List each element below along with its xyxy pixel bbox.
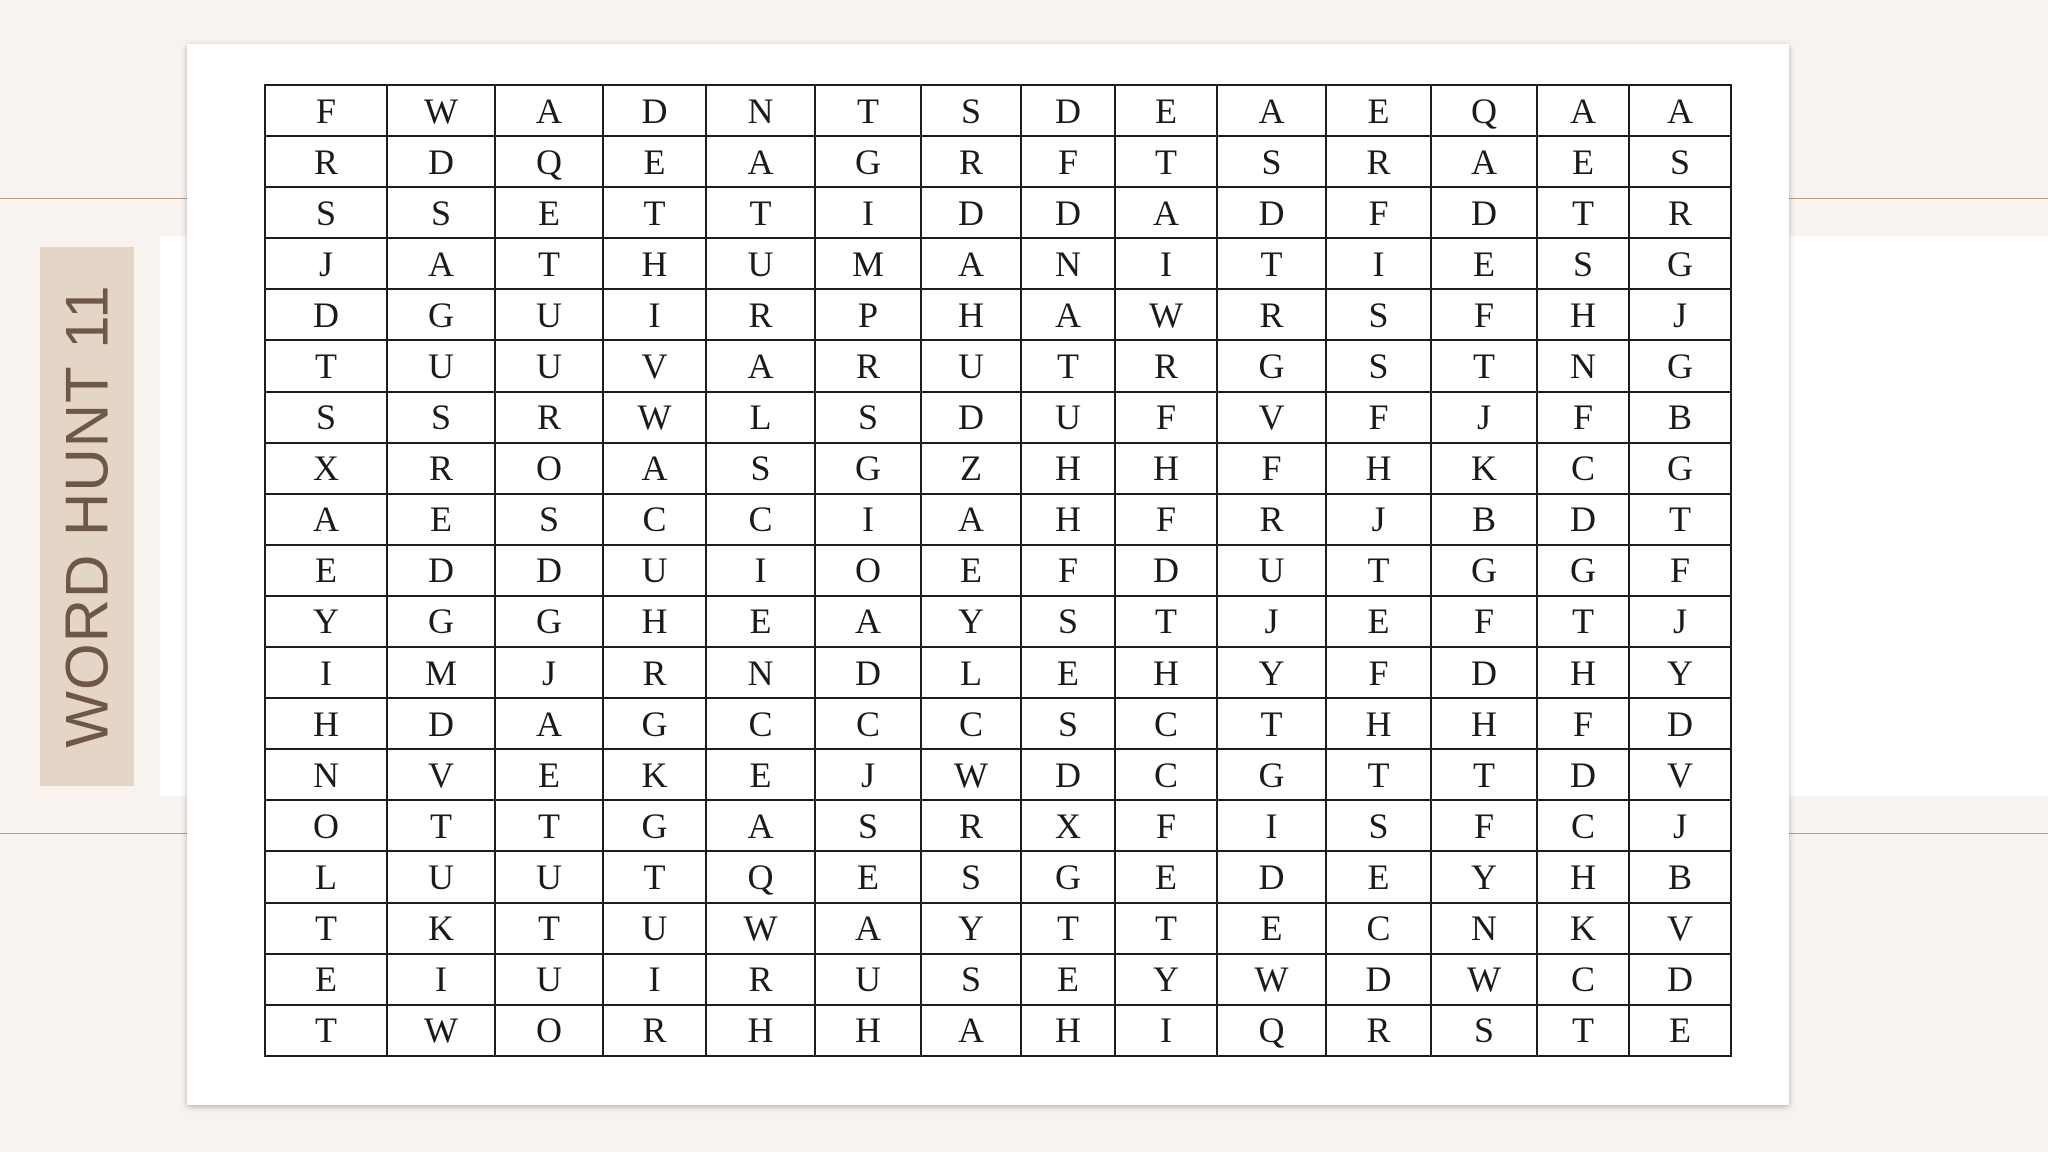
grid-cell[interactable]: I bbox=[815, 494, 921, 545]
grid-row bbox=[265, 545, 1731, 596]
grid-cell[interactable]: T bbox=[603, 187, 706, 238]
grid-cell[interactable]: H bbox=[265, 698, 387, 749]
grid-cell[interactable]: K bbox=[1431, 443, 1537, 494]
grid-cell[interactable]: T bbox=[1326, 545, 1431, 596]
grid-cell[interactable]: Z bbox=[921, 443, 1021, 494]
grid-cell[interactable]: R bbox=[1217, 494, 1326, 545]
grid-cell[interactable]: I bbox=[1115, 1005, 1217, 1056]
grid-cell[interactable]: E bbox=[1217, 903, 1326, 954]
grid-cell[interactable]: S bbox=[921, 851, 1021, 902]
grid-cell[interactable]: A bbox=[921, 238, 1021, 289]
grid-cell[interactable]: U bbox=[603, 545, 706, 596]
grid-cell[interactable]: G bbox=[387, 289, 495, 340]
grid-cell[interactable]: T bbox=[603, 851, 706, 902]
grid-cell[interactable]: H bbox=[1537, 289, 1629, 340]
grid-cell[interactable]: E bbox=[265, 954, 387, 1005]
grid-cell[interactable]: D bbox=[1021, 749, 1115, 800]
grid-cell[interactable]: X bbox=[1021, 800, 1115, 851]
grid-cell[interactable]: T bbox=[1326, 749, 1431, 800]
grid-cell[interactable]: F bbox=[1537, 392, 1629, 443]
grid-cell[interactable]: S bbox=[815, 392, 921, 443]
grid-cell[interactable]: A bbox=[1431, 136, 1537, 187]
grid-cell[interactable]: F bbox=[1537, 698, 1629, 749]
grid-cell[interactable]: J bbox=[1629, 800, 1731, 851]
grid-cell[interactable]: F bbox=[1115, 800, 1217, 851]
grid-row bbox=[265, 85, 1731, 136]
grid-cell[interactable]: A bbox=[1537, 85, 1629, 136]
grid-cell[interactable]: Q bbox=[1431, 85, 1537, 136]
grid-cell[interactable]: U bbox=[387, 851, 495, 902]
grid-cell[interactable]: J bbox=[1431, 392, 1537, 443]
grid-cell[interactable]: A bbox=[1629, 85, 1731, 136]
grid-cell[interactable]: J bbox=[265, 238, 387, 289]
grid-row bbox=[265, 647, 1731, 698]
grid-cell[interactable]: B bbox=[1629, 392, 1731, 443]
grid-cell[interactable]: B bbox=[1629, 851, 1731, 902]
grid-cell[interactable]: I bbox=[265, 647, 387, 698]
grid-cell[interactable]: D bbox=[1021, 187, 1115, 238]
grid-cell[interactable]: H bbox=[1115, 647, 1217, 698]
grid-cell[interactable]: T bbox=[1537, 187, 1629, 238]
grid-cell[interactable]: T bbox=[495, 238, 603, 289]
grid-cell[interactable]: B bbox=[1431, 494, 1537, 545]
grid-cell[interactable]: S bbox=[815, 800, 921, 851]
grid-cell[interactable]: Q bbox=[495, 136, 603, 187]
grid-cell[interactable]: D bbox=[815, 647, 921, 698]
grid-cell[interactable]: F bbox=[1629, 545, 1731, 596]
grid-cell[interactable]: O bbox=[815, 545, 921, 596]
grid-cell[interactable]: E bbox=[1431, 238, 1537, 289]
grid-cell[interactable]: T bbox=[1431, 749, 1537, 800]
grid-cell[interactable]: H bbox=[1537, 647, 1629, 698]
grid-cell[interactable]: H bbox=[1115, 443, 1217, 494]
grid-cell[interactable]: E bbox=[1326, 851, 1431, 902]
grid-cell[interactable]: A bbox=[387, 238, 495, 289]
grid-cell[interactable]: Q bbox=[706, 851, 815, 902]
grid-cell[interactable]: I bbox=[706, 545, 815, 596]
grid-row bbox=[265, 136, 1731, 187]
grid-cell[interactable]: U bbox=[1217, 545, 1326, 596]
grid-cell[interactable]: U bbox=[495, 851, 603, 902]
grid-row bbox=[265, 851, 1731, 902]
grid-row bbox=[265, 187, 1731, 238]
grid-cell[interactable]: F bbox=[1115, 392, 1217, 443]
grid-cell[interactable]: I bbox=[603, 289, 706, 340]
grid-cell[interactable]: C bbox=[706, 698, 815, 749]
grid-cell[interactable]: S bbox=[1431, 1005, 1537, 1056]
grid-cell[interactable]: T bbox=[1217, 698, 1326, 749]
grid-row bbox=[265, 954, 1731, 1005]
grid-cell[interactable]: T bbox=[1115, 596, 1217, 647]
grid-cell[interactable]: W bbox=[1431, 954, 1537, 1005]
grid-cell[interactable]: I bbox=[603, 954, 706, 1005]
grid-cell[interactable]: V bbox=[387, 749, 495, 800]
grid-cell[interactable]: Y bbox=[1629, 647, 1731, 698]
grid-cell[interactable]: H bbox=[1326, 443, 1431, 494]
grid-cell[interactable]: D bbox=[603, 85, 706, 136]
grid-cell[interactable]: E bbox=[1021, 647, 1115, 698]
grid-cell[interactable]: V bbox=[1629, 903, 1731, 954]
grid-cell[interactable]: S bbox=[1021, 698, 1115, 749]
grid-cell[interactable]: C bbox=[1326, 903, 1431, 954]
grid-cell[interactable]: T bbox=[1021, 903, 1115, 954]
grid-cell[interactable]: E bbox=[265, 545, 387, 596]
grid-cell[interactable]: D bbox=[1537, 749, 1629, 800]
grid-cell[interactable]: K bbox=[603, 749, 706, 800]
grid-cell[interactable]: D bbox=[1431, 187, 1537, 238]
grid-cell[interactable]: K bbox=[387, 903, 495, 954]
grid-cell[interactable]: E bbox=[706, 596, 815, 647]
grid-cell[interactable]: R bbox=[1326, 1005, 1431, 1056]
grid-cell[interactable]: F bbox=[1326, 187, 1431, 238]
grid-cell[interactable]: T bbox=[387, 800, 495, 851]
grid-cell[interactable]: F bbox=[1431, 289, 1537, 340]
grid-cell[interactable]: R bbox=[921, 800, 1021, 851]
grid-cell[interactable]: U bbox=[495, 954, 603, 1005]
grid-row bbox=[265, 392, 1731, 443]
grid-cell[interactable]: T bbox=[1217, 238, 1326, 289]
grid-cell[interactable]: H bbox=[1021, 494, 1115, 545]
grid-cell[interactable]: W bbox=[1115, 289, 1217, 340]
grid-cell[interactable]: O bbox=[265, 800, 387, 851]
grid-cell[interactable]: R bbox=[921, 136, 1021, 187]
grid-cell[interactable]: D bbox=[1217, 187, 1326, 238]
grid-cell[interactable]: E bbox=[1629, 1005, 1731, 1056]
grid-cell[interactable]: U bbox=[495, 289, 603, 340]
grid-cell[interactable]: J bbox=[1629, 289, 1731, 340]
grid-cell[interactable]: G bbox=[1629, 238, 1731, 289]
grid-cell[interactable]: N bbox=[706, 647, 815, 698]
grid-cell[interactable]: S bbox=[1021, 596, 1115, 647]
grid-cell[interactable]: N bbox=[1537, 340, 1629, 391]
grid-row bbox=[265, 1005, 1731, 1056]
grid-cell[interactable]: C bbox=[1537, 954, 1629, 1005]
grid-cell[interactable]: F bbox=[1217, 443, 1326, 494]
grid-cell[interactable]: U bbox=[603, 903, 706, 954]
grid-cell[interactable]: A bbox=[706, 800, 815, 851]
grid-cell[interactable]: D bbox=[387, 698, 495, 749]
grid-row bbox=[265, 443, 1731, 494]
grid-cell[interactable]: J bbox=[1629, 596, 1731, 647]
grid-cell[interactable]: R bbox=[1115, 340, 1217, 391]
grid-cell[interactable]: H bbox=[1431, 698, 1537, 749]
grid-cell[interactable]: E bbox=[495, 749, 603, 800]
grid-cell[interactable]: T bbox=[495, 903, 603, 954]
grid-cell[interactable]: T bbox=[1537, 1005, 1629, 1056]
grid-cell[interactable]: A bbox=[1217, 85, 1326, 136]
grid-cell[interactable]: E bbox=[706, 749, 815, 800]
grid-cell[interactable]: I bbox=[1326, 238, 1431, 289]
grid-cell[interactable]: N bbox=[265, 749, 387, 800]
grid-cell[interactable]: R bbox=[603, 1005, 706, 1056]
grid-cell[interactable]: N bbox=[1431, 903, 1537, 954]
grid-cell[interactable]: A bbox=[815, 596, 921, 647]
grid-cell[interactable]: C bbox=[1537, 443, 1629, 494]
grid-cell[interactable]: D bbox=[1115, 545, 1217, 596]
grid-cell[interactable]: R bbox=[387, 443, 495, 494]
grid-cell[interactable]: Y bbox=[1115, 954, 1217, 1005]
grid-cell[interactable]: T bbox=[815, 85, 921, 136]
grid-cell[interactable]: S bbox=[1326, 800, 1431, 851]
grid-cell[interactable]: Q bbox=[1217, 1005, 1326, 1056]
grid-cell[interactable]: S bbox=[495, 494, 603, 545]
grid-cell[interactable]: A bbox=[815, 903, 921, 954]
grid-cell[interactable]: M bbox=[387, 647, 495, 698]
grid-cell[interactable]: G bbox=[1217, 749, 1326, 800]
grid-cell[interactable]: D bbox=[1431, 647, 1537, 698]
grid-cell[interactable]: R bbox=[1217, 289, 1326, 340]
grid-cell[interactable]: T bbox=[265, 903, 387, 954]
grid-cell[interactable]: T bbox=[1115, 136, 1217, 187]
grid-cell[interactable]: R bbox=[603, 647, 706, 698]
grid-cell[interactable]: D bbox=[1629, 698, 1731, 749]
grid-cell[interactable]: G bbox=[495, 596, 603, 647]
grid-cell[interactable]: T bbox=[265, 1005, 387, 1056]
grid-cell[interactable]: A bbox=[706, 136, 815, 187]
grid-cell[interactable]: L bbox=[265, 851, 387, 902]
grid-row bbox=[265, 596, 1731, 647]
grid-cell[interactable]: C bbox=[603, 494, 706, 545]
grid-cell[interactable]: D bbox=[265, 289, 387, 340]
grid-cell[interactable]: J bbox=[1217, 596, 1326, 647]
grid-cell[interactable]: H bbox=[1021, 1005, 1115, 1056]
grid-cell[interactable]: A bbox=[1115, 187, 1217, 238]
puzzle-sheet bbox=[187, 44, 1789, 1105]
grid-cell[interactable]: E bbox=[921, 545, 1021, 596]
grid-cell[interactable]: S bbox=[921, 954, 1021, 1005]
grid-cell[interactable]: G bbox=[815, 443, 921, 494]
grid-cell[interactable]: S bbox=[921, 85, 1021, 136]
grid-cell[interactable]: S bbox=[1537, 238, 1629, 289]
grid-cell[interactable]: G bbox=[815, 136, 921, 187]
grid-row bbox=[265, 903, 1731, 954]
grid-cell[interactable]: R bbox=[1326, 136, 1431, 187]
grid-cell[interactable]: W bbox=[387, 1005, 495, 1056]
grid-cell[interactable]: R bbox=[1629, 187, 1731, 238]
grid-cell[interactable]: H bbox=[921, 289, 1021, 340]
grid-cell[interactable]: V bbox=[603, 340, 706, 391]
grid-cell[interactable]: W bbox=[1217, 954, 1326, 1005]
grid-cell[interactable]: C bbox=[706, 494, 815, 545]
grid-cell[interactable]: H bbox=[1021, 443, 1115, 494]
grid-cell[interactable]: D bbox=[1021, 85, 1115, 136]
grid-cell[interactable]: R bbox=[815, 340, 921, 391]
grid-cell[interactable]: F bbox=[1431, 800, 1537, 851]
grid-cell[interactable]: S bbox=[265, 187, 387, 238]
grid-cell[interactable]: T bbox=[1629, 494, 1731, 545]
grid-cell[interactable]: H bbox=[603, 596, 706, 647]
grid-cell[interactable]: X bbox=[265, 443, 387, 494]
grid-cell[interactable]: A bbox=[495, 698, 603, 749]
grid-cell[interactable]: Y bbox=[1431, 851, 1537, 902]
grid-cell[interactable]: S bbox=[1326, 340, 1431, 391]
grid-cell[interactable]: D bbox=[1537, 494, 1629, 545]
grid-cell[interactable]: F bbox=[1326, 647, 1431, 698]
grid-cell[interactable]: Y bbox=[1217, 647, 1326, 698]
grid-row bbox=[265, 800, 1731, 851]
grid-cell[interactable]: L bbox=[921, 647, 1021, 698]
grid-cell[interactable]: H bbox=[1326, 698, 1431, 749]
grid-cell[interactable]: E bbox=[815, 851, 921, 902]
grid-row bbox=[265, 494, 1731, 545]
grid-cell[interactable]: O bbox=[495, 443, 603, 494]
grid-cell[interactable]: T bbox=[265, 340, 387, 391]
grid-cell[interactable]: U bbox=[921, 340, 1021, 391]
grid-cell[interactable]: D bbox=[387, 136, 495, 187]
grid-cell[interactable]: G bbox=[1629, 443, 1731, 494]
grid-cell[interactable]: A bbox=[495, 85, 603, 136]
grid-cell[interactable]: U bbox=[387, 340, 495, 391]
grid-cell[interactable]: R bbox=[706, 289, 815, 340]
grid-cell[interactable]: S bbox=[387, 187, 495, 238]
grid-cell[interactable]: D bbox=[495, 545, 603, 596]
grid-cell[interactable]: T bbox=[1115, 903, 1217, 954]
grid-cell[interactable]: V bbox=[1629, 749, 1731, 800]
grid-cell[interactable]: K bbox=[1537, 903, 1629, 954]
grid-cell[interactable]: I bbox=[1115, 238, 1217, 289]
grid-cell[interactable]: F bbox=[1326, 392, 1431, 443]
grid-cell[interactable]: F bbox=[265, 85, 387, 136]
grid-cell[interactable]: E bbox=[1021, 954, 1115, 1005]
grid-cell[interactable]: G bbox=[1629, 340, 1731, 391]
grid-cell[interactable]: D bbox=[1629, 954, 1731, 1005]
grid-cell[interactable]: T bbox=[706, 187, 815, 238]
grid-row bbox=[265, 289, 1731, 340]
grid-cell[interactable]: F bbox=[1021, 545, 1115, 596]
grid-cell[interactable]: E bbox=[1115, 851, 1217, 902]
grid-cell[interactable]: Y bbox=[921, 903, 1021, 954]
page-title: WORD HUNT 11 bbox=[53, 284, 121, 748]
grid-cell[interactable]: L bbox=[706, 392, 815, 443]
grid-cell[interactable]: T bbox=[1021, 340, 1115, 391]
grid-cell[interactable]: T bbox=[1431, 340, 1537, 391]
grid-cell[interactable]: F bbox=[1431, 596, 1537, 647]
grid-cell[interactable]: A bbox=[921, 494, 1021, 545]
grid-cell[interactable]: R bbox=[495, 392, 603, 443]
grid-cell[interactable]: T bbox=[495, 800, 603, 851]
grid-cell[interactable]: S bbox=[1326, 289, 1431, 340]
grid-cell[interactable]: S bbox=[1217, 136, 1326, 187]
grid-cell[interactable]: E bbox=[1326, 85, 1431, 136]
grid-cell[interactable]: W bbox=[706, 903, 815, 954]
grid-cell[interactable]: J bbox=[495, 647, 603, 698]
grid-cell[interactable]: H bbox=[1537, 851, 1629, 902]
grid-cell[interactable]: N bbox=[706, 85, 815, 136]
grid-row bbox=[265, 749, 1731, 800]
grid-cell[interactable]: E bbox=[1115, 85, 1217, 136]
grid-cell[interactable]: J bbox=[815, 749, 921, 800]
word-search-grid bbox=[264, 84, 1732, 1057]
grid-cell[interactable]: H bbox=[603, 238, 706, 289]
grid-cell[interactable]: A bbox=[603, 443, 706, 494]
grid-cell[interactable]: D bbox=[921, 187, 1021, 238]
grid-cell[interactable]: M bbox=[815, 238, 921, 289]
grid-cell[interactable]: E bbox=[1326, 596, 1431, 647]
grid-cell[interactable]: U bbox=[706, 238, 815, 289]
grid-cell[interactable]: T bbox=[1537, 596, 1629, 647]
grid-cell[interactable]: C bbox=[1115, 749, 1217, 800]
grid-cell[interactable]: G bbox=[1431, 545, 1537, 596]
grid-cell[interactable]: G bbox=[603, 698, 706, 749]
grid-cell[interactable]: P bbox=[815, 289, 921, 340]
grid-cell[interactable]: W bbox=[387, 85, 495, 136]
grid-cell[interactable]: I bbox=[1217, 800, 1326, 851]
grid-cell[interactable]: E bbox=[603, 136, 706, 187]
grid-cell[interactable]: A bbox=[921, 1005, 1021, 1056]
grid-cell[interactable]: C bbox=[1537, 800, 1629, 851]
grid-cell[interactable]: D bbox=[921, 392, 1021, 443]
grid-cell[interactable]: S bbox=[1629, 136, 1731, 187]
grid-cell[interactable]: W bbox=[603, 392, 706, 443]
grid-cell[interactable]: I bbox=[387, 954, 495, 1005]
grid-cell[interactable]: R bbox=[265, 136, 387, 187]
grid-cell[interactable]: O bbox=[495, 1005, 603, 1056]
grid-cell[interactable]: U bbox=[495, 340, 603, 391]
grid-cell[interactable]: E bbox=[495, 187, 603, 238]
grid-cell[interactable]: F bbox=[1115, 494, 1217, 545]
grid-cell[interactable]: D bbox=[1217, 851, 1326, 902]
grid-cell[interactable]: F bbox=[1021, 136, 1115, 187]
grid-cell[interactable]: Y bbox=[921, 596, 1021, 647]
grid-cell[interactable]: S bbox=[265, 392, 387, 443]
grid-cell[interactable]: G bbox=[387, 596, 495, 647]
grid-cell[interactable]: V bbox=[1217, 392, 1326, 443]
grid-cell[interactable]: H bbox=[815, 1005, 921, 1056]
grid-cell[interactable]: N bbox=[1021, 238, 1115, 289]
grid-cell[interactable]: A bbox=[1021, 289, 1115, 340]
grid-cell[interactable]: C bbox=[815, 698, 921, 749]
grid-cell[interactable]: H bbox=[706, 1005, 815, 1056]
grid-row bbox=[265, 340, 1731, 391]
grid-cell[interactable]: Y bbox=[265, 596, 387, 647]
grid-cell[interactable]: C bbox=[1115, 698, 1217, 749]
grid-cell[interactable]: A bbox=[265, 494, 387, 545]
grid-cell[interactable]: U bbox=[1021, 392, 1115, 443]
grid-cell[interactable]: R bbox=[706, 954, 815, 1005]
grid-cell[interactable]: G bbox=[1021, 851, 1115, 902]
grid-cell[interactable]: I bbox=[815, 187, 921, 238]
grid-row bbox=[265, 698, 1731, 749]
grid-row bbox=[265, 238, 1731, 289]
grid-cell[interactable]: U bbox=[815, 954, 921, 1005]
grid-cell[interactable]: G bbox=[603, 800, 706, 851]
grid-cell[interactable]: C bbox=[921, 698, 1021, 749]
grid-cell[interactable]: E bbox=[387, 494, 495, 545]
grid-cell[interactable]: W bbox=[921, 749, 1021, 800]
grid-cell[interactable]: J bbox=[1326, 494, 1431, 545]
grid-cell[interactable]: D bbox=[387, 545, 495, 596]
grid-cell[interactable]: S bbox=[387, 392, 495, 443]
grid-cell[interactable]: G bbox=[1537, 545, 1629, 596]
grid-cell[interactable]: A bbox=[706, 340, 815, 391]
grid-cell[interactable]: D bbox=[1326, 954, 1431, 1005]
grid-cell[interactable]: E bbox=[1537, 136, 1629, 187]
grid-cell[interactable]: S bbox=[706, 443, 815, 494]
grid-cell[interactable]: G bbox=[1217, 340, 1326, 391]
